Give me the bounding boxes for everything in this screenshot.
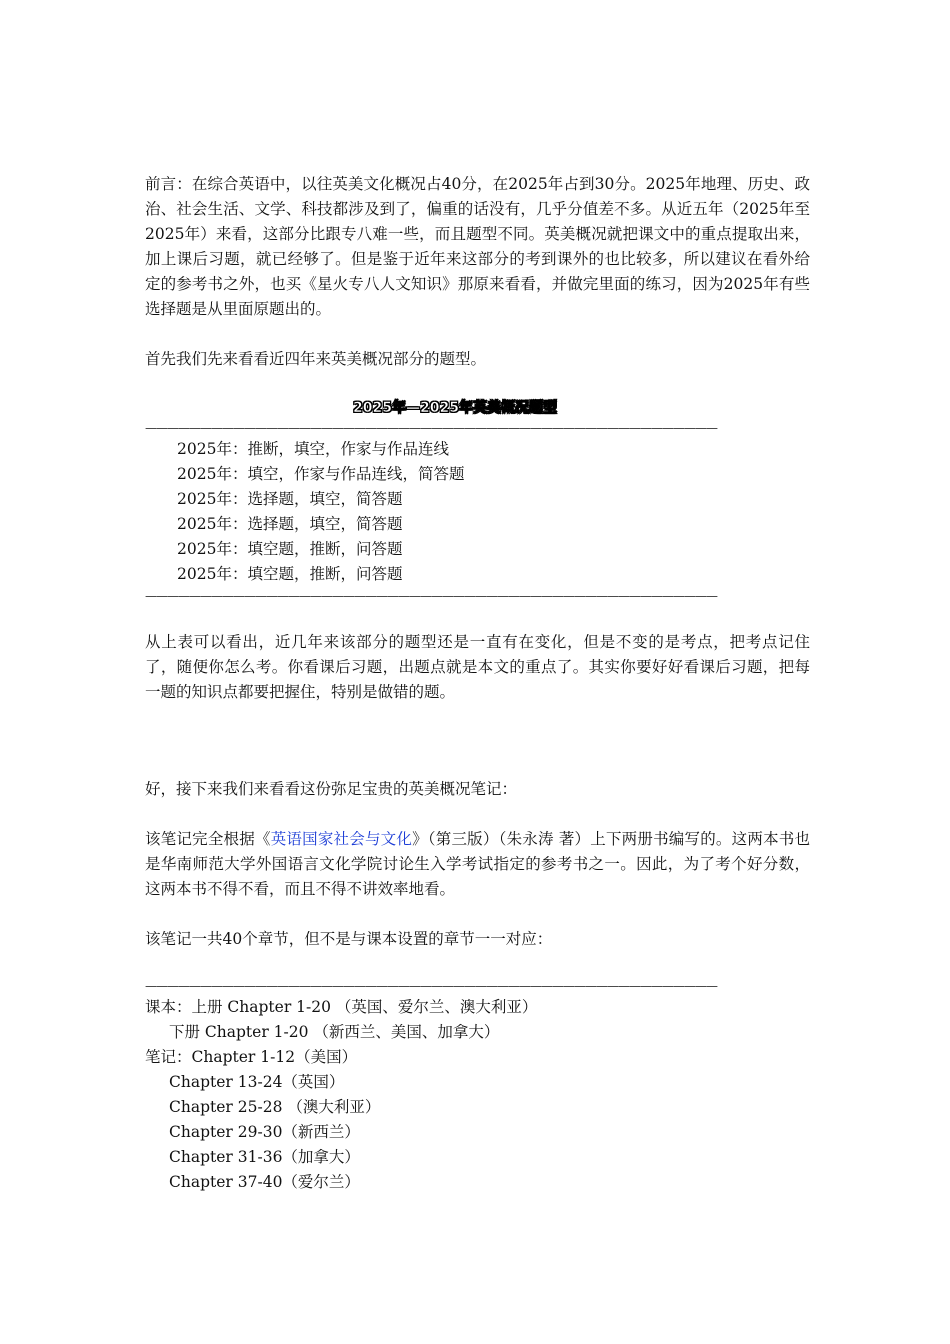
basis-text-before: 该笔记完全根据《 — [145, 830, 271, 848]
notes-chapter-row: 笔记：Chapter 1-12（美国） — [145, 1048, 358, 1066]
lead-paragraph: 首先我们先来看看近四年来英美概况部分的题型。 — [145, 350, 487, 368]
notes-chapter-row: Chapter 31-36（加拿大） — [169, 1148, 360, 1166]
analysis-paragraph: 从上表可以看出，近几年来该部分的题型还是一直有在变化，但是不变的是考点，把考点记住了，随便你怎么考。你看课后习题，出题点就是本文的重点了。其实你要好好看课后习题，把每一题的知识点都要把握住，特别是做错的题。 — [145, 633, 810, 701]
question-type-row: 2025年：选择题，填空，简答题 — [177, 515, 403, 533]
basis-paragraph — [145, 827, 810, 902]
notes-chapter-row: Chapter 13-24（英国） — [169, 1073, 345, 1091]
textbook-volume-2: 下册 Chapter 1-20 （新西兰、美国、加拿大） — [169, 1023, 500, 1041]
intro-paragraph: 前言：在综合英语中，以往英美文化概况占40分，在2025年占到30分。2025年地理、历史、政治、社会生活、文学、科技都涉及到了，偏重的话没有，几乎分值差不多。从近五年（2025年至2025年）来看，这部分比跟专八难一些，而且题型不同。英美概况就把课文中的重点提取出来，加上课后习题，就已经够了。但是鉴于近年来这部分的考到课外的也比较多，所以建议在看外给定的参考书之外，也买《星火专八人文知识》那原来看看，并做完里面的练习，因为2025年有些选择题是从里面原题出的。 — [145, 175, 810, 318]
question-type-list — [145, 437, 810, 587]
basis-text-after: 》（第三版）（朱永涛 著）上下两册书编写的。这两本书也是华南师范大学外国语言文化学院讨论生入学考试指定的参考书之一。因此，为了考个好分数，这两本书不得不看，而且不得不讲效率地看。 — [145, 830, 810, 898]
book-title-link[interactable]: 英语国家社会与文化 — [270, 830, 413, 848]
chapter-mapping — [145, 995, 810, 1195]
notes-chapter-row: Chapter 37-40（爱尔兰） — [169, 1173, 360, 1191]
notes-chapter-row: Chapter 29-30（新西兰） — [169, 1123, 360, 1141]
question-type-row: 2025年：推断，填空，作家与作品连线 — [177, 440, 449, 458]
question-type-table-title: 2025年—2025年英美概况题型 — [353, 400, 557, 416]
mapping-rule: ———————————————————————————————————————————————————— — [145, 979, 717, 993]
table-top-rule: ———————————————————————————————————————————————————— — [145, 421, 717, 435]
document-page — [145, 172, 810, 1195]
chapters-intro-paragraph: 该笔记一共40个章节，但不是与课本设置的章节一一对应： — [145, 930, 553, 948]
question-type-row: 2025年：填空题，推断，问答题 — [177, 565, 403, 583]
next-paragraph: 好，接下来我们来看看这份弥足宝贵的英美概况笔记： — [145, 780, 518, 798]
textbook-volume-1: 课本：上册 Chapter 1-20 （英国、爱尔兰、澳大利亚） — [145, 998, 538, 1016]
table-bottom-rule: ———————————————————————————————————————————————————— — [145, 589, 717, 603]
question-type-row: 2025年：选择题，填空，简答题 — [177, 490, 403, 508]
question-type-row: 2025年：填空，作家与作品连线，简答题 — [177, 465, 465, 483]
question-type-row: 2025年：填空题，推断，问答题 — [177, 540, 403, 558]
notes-chapter-row: Chapter 25-28 （澳大利亚） — [169, 1098, 381, 1116]
